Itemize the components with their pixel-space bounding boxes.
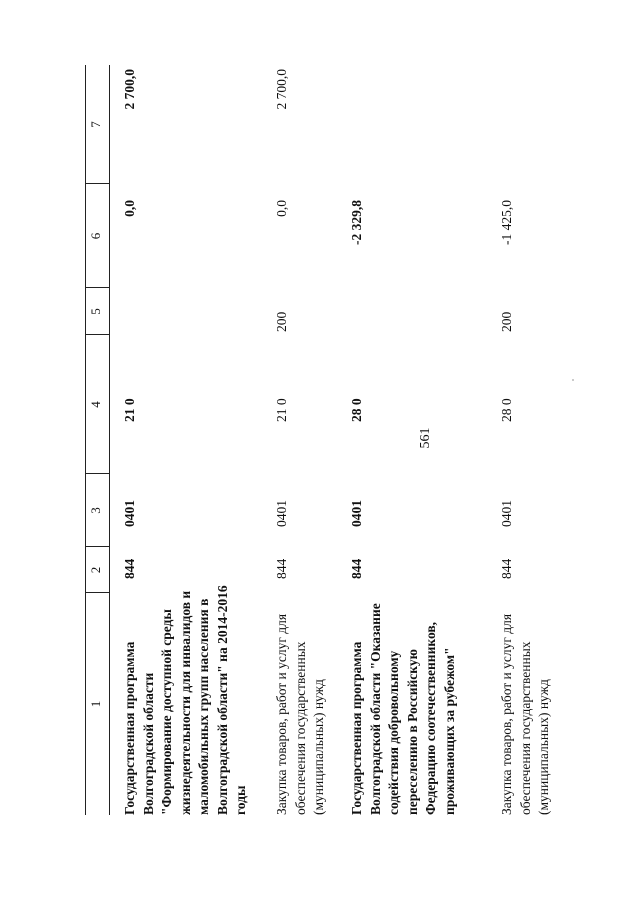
row-1-target: 21 0 [122, 398, 137, 422]
row-1-change: 0,0 [122, 200, 137, 217]
row-2-change: 0,0 [274, 200, 289, 217]
row-3-target: 28 0 [349, 398, 364, 422]
header-col-2: 2 [88, 566, 103, 574]
row-4-section: 0401 [499, 500, 514, 527]
page-number: 561 [418, 427, 433, 449]
row-3-section: 0401 [349, 500, 364, 527]
row-2-target: 21 0 [274, 398, 289, 422]
row-2-code: 844 [274, 558, 289, 579]
header-col-3: 3 [88, 507, 103, 514]
row-4-type: 200 [499, 311, 514, 332]
row-1-code: 844 [122, 558, 137, 579]
row-1-name: Государственная программа Волгоградской области "Формирование доступной среды жизнедеятельности для инвалидов и маломобильных групп населения в Волгоградской области" на 2014-2016 годы [122, 585, 248, 815]
row-4-code: 844 [499, 558, 514, 579]
row-1-section: 0401 [122, 500, 137, 527]
row-2-total: 2 700,0 [274, 69, 289, 110]
row-3-name: Государственная программа Волгоградской области "Оказание содействия добровольному переселению в Российскую Федерацию соотечественников, проживающих за рубежом" [349, 603, 457, 815]
row-4-change: -1 425,0 [499, 200, 514, 245]
row-2-section: 0401 [274, 500, 289, 527]
row-2-type: 200 [274, 311, 289, 332]
header-bottom-border [109, 65, 110, 815]
row-3-change: -2 329,8 [349, 200, 364, 245]
header-col-4: 4 [88, 401, 103, 408]
header-col-6: 6 [88, 232, 103, 240]
row-2-name: Закупка товаров, работ и услуг для обеспечения государственных (муниципальных) нужд [274, 613, 326, 815]
scan-speck [572, 379, 574, 381]
header-col-7: 7 [88, 121, 103, 128]
row-4-name: Закупка товаров, работ и услуг для обеспечения государственных (муниципальных) нужд [499, 613, 551, 815]
table-top-border [85, 65, 86, 815]
row-4-target: 28 0 [499, 398, 514, 422]
budget-table [85, 65, 625, 815]
header-col-5: 5 [88, 308, 103, 315]
header-col-1: 1 [88, 700, 103, 708]
row-3-code: 844 [349, 558, 364, 579]
row-1-total: 2 700,0 [122, 69, 137, 110]
